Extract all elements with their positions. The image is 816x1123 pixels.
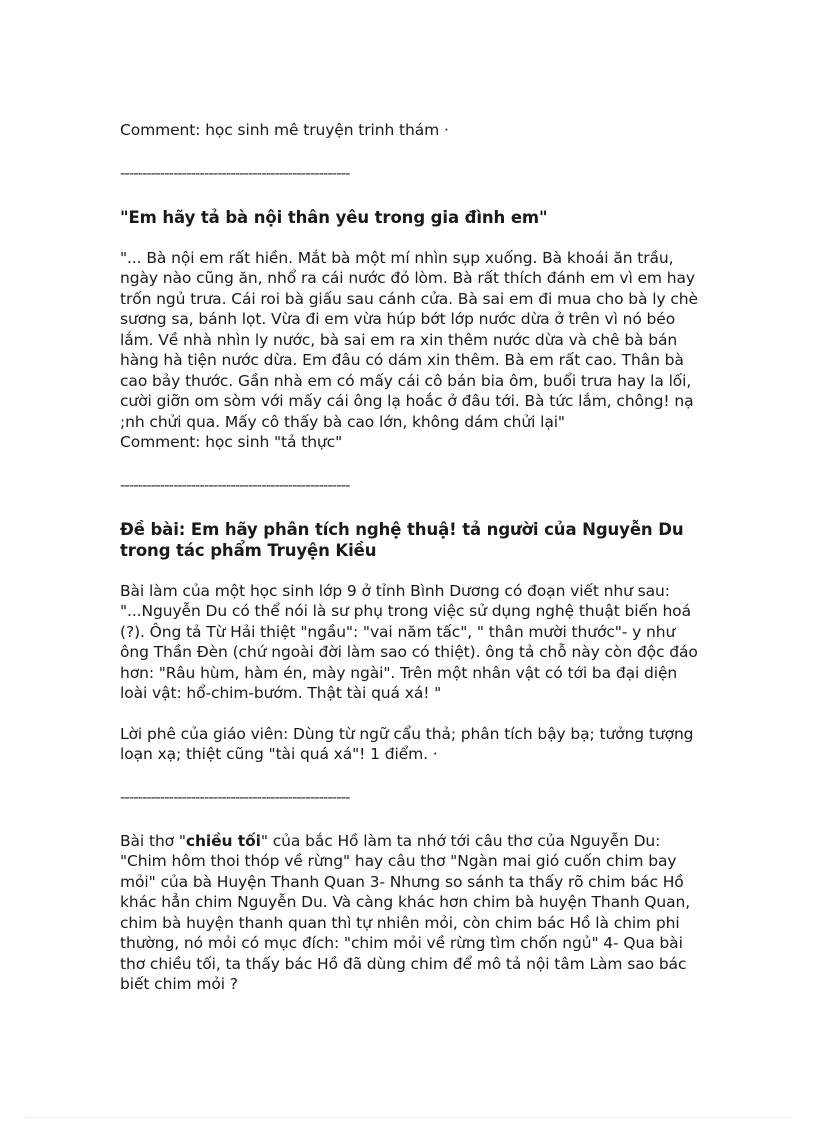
essay-block-3 [120,831,705,995]
comment-text: Comment: học sinh "tả thực" [120,433,343,451]
comment-block-1 [120,120,705,141]
divider-line: ---------------------------------------------------- [120,163,350,182]
section-title: "Em hãy tả bà nội thân yêu trong gia đình em" [120,207,548,227]
poem-title: chiều tối [185,831,261,850]
text-prefix: Bài thơ " [120,831,186,850]
section-title: Đề bài: Em hãy phân tích nghệ thuậ! tả người của Nguyễn Du trong tác phẩm Truyện Kiều [120,519,684,560]
essay-block-2 [120,581,705,765]
teacher-comment: Lời phê của giáo viên: Dùng từ ngữ cẩu thả; phân tích bậy bạ; tưởng tượng loạn xạ; thiệt cũng "tài quá xá"! 1 điểm. · [120,724,694,763]
essay-paragraph: "... Bà nội em rất hiền. Mắt bà một mí nhìn sụp xuống. Bà khoái ăn trầu, ngày nào cũng ăn, nhổ ra cái nước đỏ lòm. Bà rất thích đánh em vì em hay trốn ngủ trưa. Cái roi bà giấu sau cánh cửa. Bà sai em đi mua cho bà ly chè sương sa, bánh lọt. Vừa đi em vừa húp bớt lớp nước dừa ở trên vì nó béo lắm. Về nhà nhìn ly nước, bà sai em ra xin thêm nước dừa và chê bà bán hàng hà tiện nước dừa. Em đâu có dám xin thêm. Bà em rất cao. Thân bà cao bảy thước. Gần nhà em có mấy cái cô bán bia ôm, buổi trưa hay la lối, cười giỡn om sòm với mấy cái ông lạ hoắc ở đâu tới. Bà tức lắm, chông! nạ ;nh chửi qua. Mấy cô thấy bà cao lớn, không dám chửi lại" [120,248,698,431]
essay-paragraph: Bài làm của một học sinh lớp 9 ở tỉnh Bình Dương có đoạn viết như sau: "...Nguyễn Du có thể nói là sư phụ trong việc sử dụng nghệ thuật biến hoá (?). Ông tả Từ Hải thiệt "ngầu": "vai năm tấc", " thân mười thước"- y như ông Thần Đèn (chứ ngoài đời làm sao có thiệt). ông tả chỗ này còn độc đáo hơn: "Râu hùm, hàm én, mày ngài". Trên một nhân vật có tới ba đại diện loài vật: hổ-chim-bướm. Thật tài quá xá! " [120,581,698,702]
document-page [120,120,705,995]
essay-paragraph [120,831,705,995]
comment-text: Comment: học sinh mê truyện trinh thám · [120,121,449,139]
text-rest: " của bắc Hồ làm ta nhớ tới câu thơ của Nguyễn Du: "Chim hôm thoi thóp về rừng" hay câu thơ "Ngàn mai gió cuốn chim bay mỏi" của bà Huyện Thanh Quan 3- Nhưng so sánh ta thấy rõ chim bác Hồ khác hẳn chim Nguyễn Du. Và càng khác hơn chim bà huyện Thanh Quan, chim bà huyện thanh quan thì tự nhiên mỏi, còn chim bác Hồ là chim phi thường, nó mỏi có mục đích: "chim mỏi về rừng tìm chốn ngủ" 4- Qua bài thơ chiều tối, ta thấy bác Hồ đã dùng chim để mô tả nội tâm Làm sao bác biết chim mỏi ? [120,831,691,993]
divider-line: ---------------------------------------------------- [120,475,350,494]
essay-block-1 [120,248,705,453]
page-bottom-border [24,1117,792,1118]
divider-line: ---------------------------------------------------- [120,787,350,806]
